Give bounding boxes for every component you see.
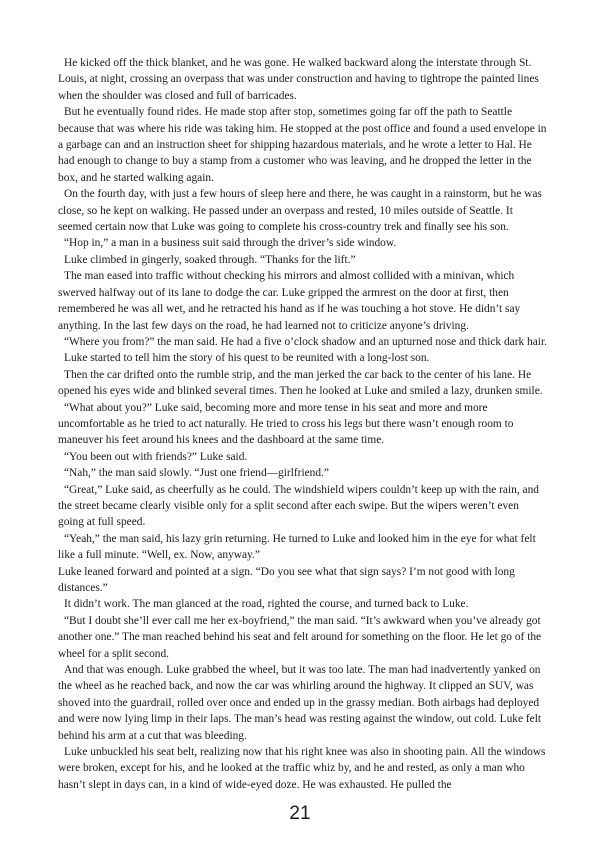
paragraph: On the fourth day, with just a few hours of sleep here and there, he was caught in a rainstorm, but he was close, so he kept on walking. He passed under an overpass and rested, 10 miles outside of Seattle. It seemed certain now that Luke was going to complete his cross-country trek and finally see his son. bbox=[58, 188, 542, 234]
paragraph: And that was enough. Luke grabbed the wheel, but it was too late. The man had inadvertently yanked on the wheel as he reached back, and now the car was whirling around the highway. It clipped an SUV, was shoved into the guardrail, rolled over once and ended up in the grassy median. Both airbags had deployed and were now lying limp in their laps. The man’s head was resting against the window, out cold. Luke felt behind his arm at a cut that was bleeding. bbox=[58, 664, 542, 742]
paragraph: Luke leaned forward and pointed at a sign. “Do you see what that sign says? I’m not good with long distances.” bbox=[58, 565, 515, 594]
paragraph: “Where you from?” the man said. He had a five o’clock shadow and an upturned nose and thick dark hair. bbox=[64, 335, 547, 348]
paragraph: Luke started to tell him the story of his quest to be reunited with a long-lost son. bbox=[64, 352, 430, 365]
paragraph: But he eventually found rides. He made stop after stop, sometimes going far off the path to Seattle because that was where his ride was taking him. He stopped at the post office and found a used envelope in a garbage can and an instruction sheet for shipping hazardous materials, and he wrote a letter to Hal. He had enough to change to buy a stamp from a customer who was leaving, and he dropped the letter in the box, and he started walking again. bbox=[58, 106, 547, 184]
paragraph: “But I doubt she’ll ever call me her ex-boyfriend,” the man said. “It’s awkward when you’ve already got another one.” The man reached behind his seat and felt around for something on the floor. He let go of the wheel for a split second. bbox=[58, 614, 542, 660]
body-text bbox=[58, 55, 547, 793]
paragraph: “Nah,” the man said slowly. “Just one friend—girlfriend.” bbox=[64, 467, 329, 480]
paragraph: “Great,” Luke said, as cheerfully as he could. The windshield wipers couldn’t keep up with the rain, and the street became clearly visible only for a split second after each swipe. But the wipers weren’t even going at full speed. bbox=[58, 483, 539, 529]
paragraph: Luke unbuckled his seat belt, realizing now that his right knee was also in shooting pain. All the windows were broken, except for his, and he looked at the traffic whiz by, and he and rested, as only a man who hasn’t slept in days can, in a kind of wide-eyed doze. He was exhausted. He pulled the bbox=[58, 746, 546, 791]
page-number: 21 bbox=[289, 803, 311, 824]
paragraph: It didn’t work. The man glanced at the road, righted the course, and turned back to Luke. bbox=[64, 598, 469, 611]
paragraph: “Yeah,” the man said, his lazy grin returning. He turned to Luke and looked him in the eye for what felt like a full minute. “Well, ex. Now, anyway.” bbox=[58, 532, 536, 562]
paragraph: “You been out with friends?” Luke said. bbox=[64, 450, 248, 463]
paragraph: He kicked off the thick blanket, and he was gone. He walked backward along the interstate through St. Louis, at night, crossing an overpass that was under construction and having to tightrope the painted lines when the shoulder was closed and full of barricades. bbox=[58, 57, 539, 102]
paragraph: “What about you?” Luke said, becoming more and more tense in his seat and more and more uncomfortable as he tried to act naturally. He tried to cross his legs but there wasn’t enough room to maneuver his feet around his knees and the dashboard at the same time. bbox=[58, 401, 514, 447]
paragraph: “Hop in,” a man in a business suit said through the driver’s side window. bbox=[64, 237, 397, 250]
paragraph: Then the car drifted onto the rumble strip, and the man jerked the car back to the center of his lane. He opened his eyes wide and blinked several times. Then he looked at Luke and smiled a lazy, drunken smile. bbox=[58, 368, 543, 398]
paragraph: The man eased into traffic without checking his mirrors and almost collided with a minivan, which swerved halfway out of its lane to dodge the car. Luke gripped the armrest on the door at first, then remembered he was all wet, and he retracted his hand as if he was touching a hot stove. He didn’t say anything. In the last few days on the road, he had learned not to criticize anyone’s driving. bbox=[58, 270, 521, 332]
paragraph: Luke climbed in gingerly, soaked through. “Thanks for the lift.” bbox=[64, 253, 356, 266]
